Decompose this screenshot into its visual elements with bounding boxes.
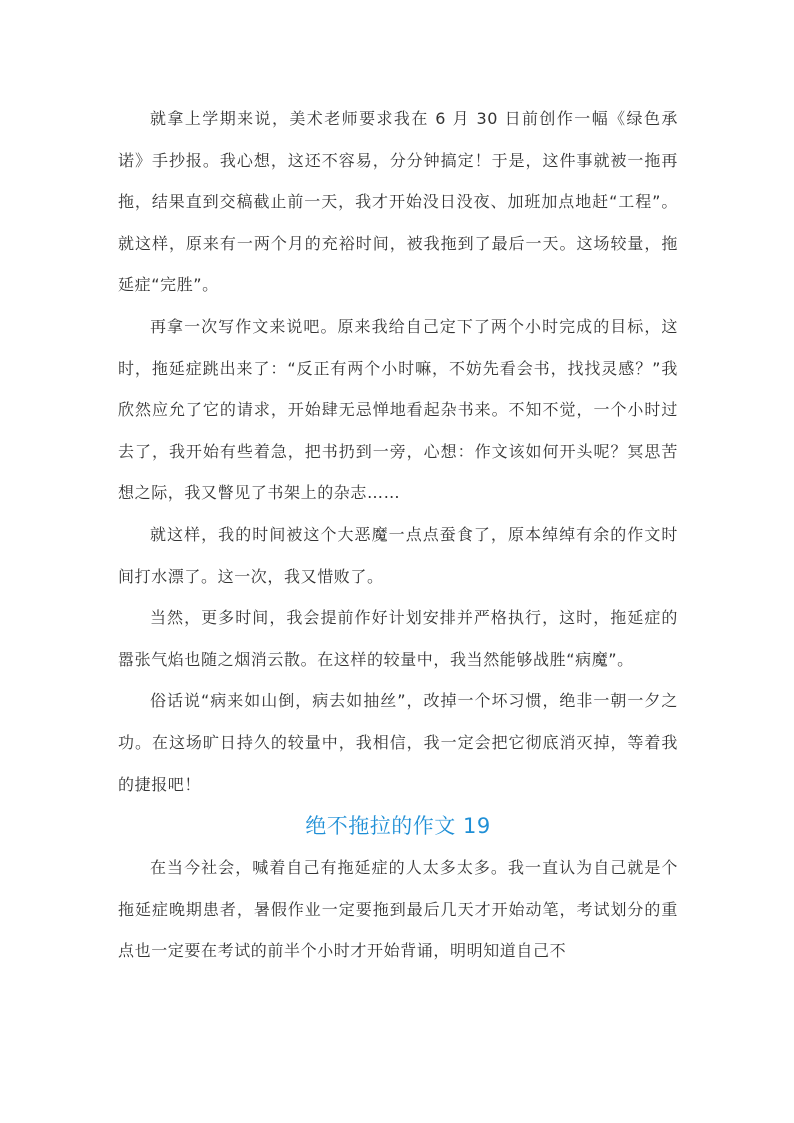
paragraph: 俗话说“病来如山倒，病去如抽丝”，改掉一个坏习惯，绝非一朝一夕之功。在这场旷日持久的较量中，我相信，我一定会把它彻底消灭掉，等着我的捷报吧！ <box>118 691 678 794</box>
section-title: 绝不拖拉的作文 19 <box>305 814 491 839</box>
paragraph: 在当今社会，喊着自己有拖延症的人太多太多。我一直认为自己就是个拖延症晚期患者，暑假作业一定要拖到最后几天才开始动笔，考试划分的重点也一定要在考试的前半个小时才开始背诵，明明知道自己不 <box>118 858 678 961</box>
paragraph: 就拿上学期来说，美术老师要求我在 6 月 30 日前创作一幅《绿色承诺》手抄报。我心想，这还不容易，分分钟搞定！于是，这件事就被一拖再拖，结果直到交稿截止前一天，我才开始没日没夜、加班加点地赶“工程”。就这样，原来有一两个月的充裕时间，被我拖到了最后一天。这场较量，拖延症“完胜”。 <box>118 109 678 295</box>
paragraph: 再拿一次写作文来说吧。原来我给自己定下了两个小时完成的目标，这时，拖延症跳出来了：“反正有两个小时嘛，不妨先看会书，找找灵感？”我欣然应允了它的请求，开始肆无忌惮地看起杂书来。不知不觉，一个小时过去了，我开始有些着急，把书扔到一旁，心想：作文该如何开头呢？冥思苦想之际，我又瞥见了书架上的杂志…… <box>118 316 678 503</box>
paragraph: 当然，更多时间，我会提前作好计划安排并严格执行，这时，拖延症的嚣张气焰也随之烟消云散。在这样的较量中，我当然能够战胜“病魔”。 <box>118 608 678 669</box>
paragraph: 就这样，我的时间被这个大恶魔一点点蚕食了，原本绰绰有余的作文时间打水漂了。这一次，我又惜败了。 <box>118 524 678 586</box>
document-page <box>118 98 678 972</box>
